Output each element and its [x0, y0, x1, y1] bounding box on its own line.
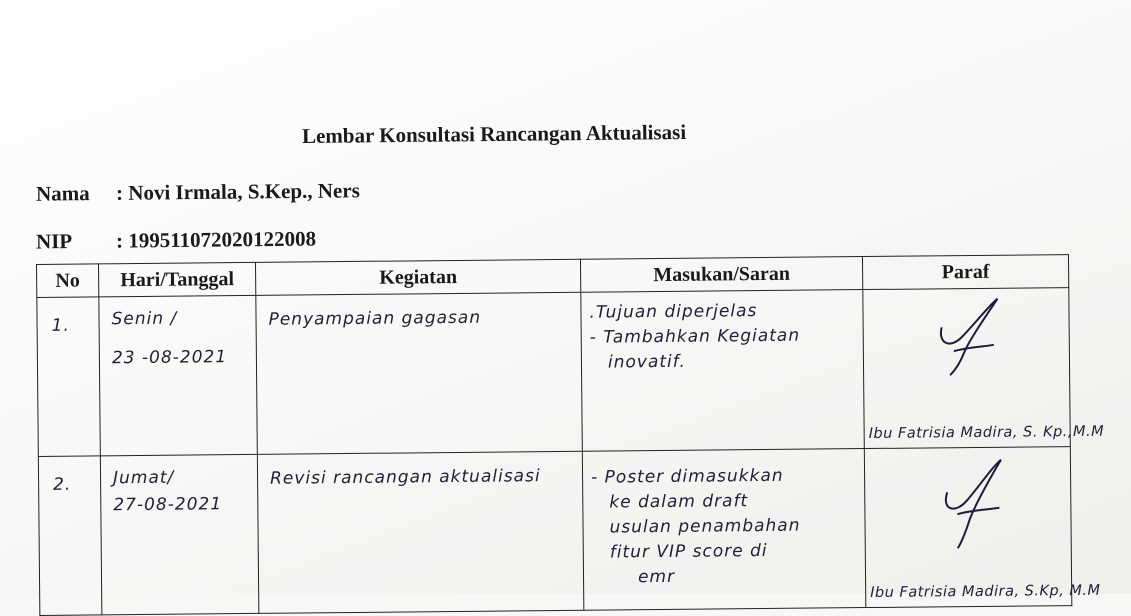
- row-number: 1.: [37, 297, 101, 457]
- row-masukan-cell: [582, 449, 866, 611]
- row-paraf-cell: [864, 447, 1101, 608]
- nama-value: : Novi Irmala, S.Kep., Ners: [115, 178, 360, 205]
- row-kegiatan: Revisi rancangan aktualisasi: [257, 451, 584, 613]
- table-row: [38, 447, 1071, 616]
- masukan-line: emr: [637, 566, 676, 588]
- nama-label: Nama: [35, 181, 90, 206]
- consultation-table: [36, 254, 1105, 616]
- header-hari-tanggal: Hari/Tanggal: [99, 262, 256, 297]
- masukan-line: fitur VIP score di: [609, 540, 768, 563]
- header-no: No: [37, 264, 99, 298]
- masukan-line: - Tambahkan Kegiatan: [589, 325, 801, 348]
- nip-value: : 199511072020122008: [115, 226, 317, 253]
- table-row: [37, 288, 1070, 457]
- header-kegiatan: Kegiatan: [255, 259, 580, 295]
- nip-label: NIP: [35, 229, 73, 254]
- nama-row: [36, 178, 360, 206]
- signature-mark: [925, 452, 1016, 553]
- masukan-line: inovatif.: [607, 351, 686, 373]
- paraf-name: Ibu Fatrisia Madira, S.Kp, M.M: [870, 582, 1101, 602]
- masukan-line: usulan penambahan: [609, 515, 801, 538]
- row-paraf-cell: [863, 288, 1105, 449]
- row-day: Jumat/: [112, 467, 175, 489]
- row-number: 2.: [38, 456, 102, 616]
- masukan-line: - Poster dimasukkan: [590, 465, 784, 488]
- signature-mark: [923, 293, 1014, 384]
- row-date-cell: [99, 295, 258, 455]
- row-day: Senin /: [111, 308, 178, 330]
- consultation-table-wrapper: [36, 254, 1105, 604]
- header-masukan-saran: Masukan/Saran: [580, 257, 862, 293]
- paraf-name: Ibu Fatrisia Madira, S. Kp.,M.M: [868, 423, 1105, 443]
- header-paraf: Paraf: [862, 255, 1068, 290]
- row-kegiatan: Penyampaian gagasan: [256, 292, 583, 454]
- row-date: 23 -08-2021: [111, 347, 228, 369]
- document-title: Lembar Konsultasi Rancangan Aktualisasi: [301, 119, 687, 149]
- row-date-cell: [100, 454, 259, 614]
- row-date: 27-08-2021: [113, 494, 223, 516]
- masukan-line: .Tujuan diperjelas: [589, 301, 758, 323]
- nip-row: [36, 227, 316, 255]
- row-masukan-cell: [581, 290, 865, 452]
- masukan-line: ke dalam draft: [609, 491, 749, 513]
